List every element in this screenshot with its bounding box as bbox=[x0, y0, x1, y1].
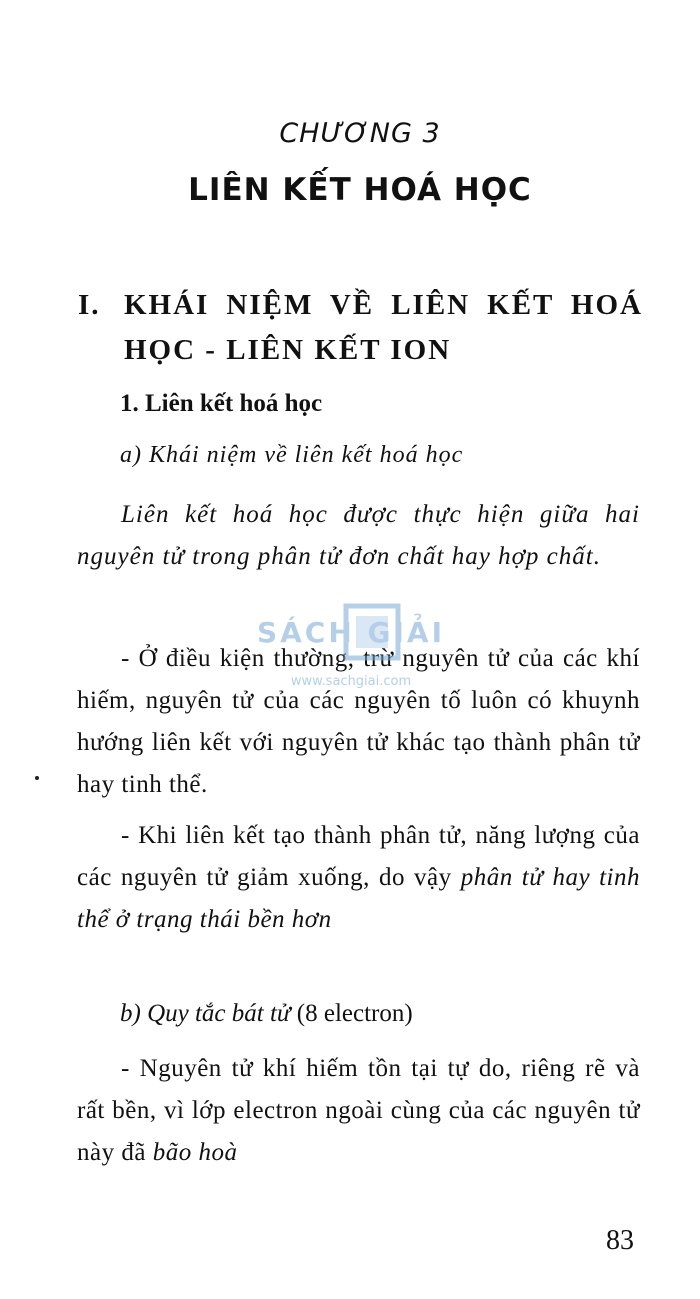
page-number: 83 bbox=[606, 1225, 634, 1256]
paragraph-4 bbox=[77, 1048, 640, 1174]
margin-mark bbox=[35, 776, 39, 780]
paragraph-4-text: - Nguyên tử khí hiếm tồn tại tự do, riêng rẽ và rất bền, vì lớp electron ngoài cùng của các nguyên tử này đã bbox=[77, 1055, 640, 1166]
paragraph-2 bbox=[77, 638, 640, 806]
section-number: I. bbox=[78, 289, 101, 321]
section-title-line1: KHÁI NIỆM VỀ LIÊN KẾT HOÁ bbox=[124, 289, 643, 321]
definition-text: Liên kết hoá học được thực hiện giữa hai nguyên tử trong phân tử đơn chất hay hợp chất. bbox=[77, 501, 640, 570]
part-a-title: a) Khái niệm về liên kết hoá học bbox=[120, 442, 464, 468]
paragraph-2-text: - Ở điều kiện thường, trừ nguyên tử của các khí hiếm, nguyên tử của các nguyên tố luôn có khuynh hướng liên kết với nguyên tử khác tạo thành phân tử hay tinh thể. bbox=[77, 645, 640, 798]
watermark-url: www.sachgiai.com bbox=[290, 674, 412, 689]
chapter-label: CHƯƠNG 3 bbox=[279, 118, 441, 149]
part-b-title-rest: (8 electron) bbox=[290, 1000, 413, 1027]
section-heading-line1 bbox=[78, 283, 643, 328]
paragraph-3-text: - Khi liên kết tạo thành phân tử, năng lượng của các nguyên tử giảm xuống, do vậy bbox=[77, 822, 640, 891]
part-b-title-italic: b) Quy tắc bát tử bbox=[120, 1000, 291, 1027]
part-b-title bbox=[120, 1000, 413, 1028]
definition-paragraph bbox=[77, 494, 640, 578]
subsection-title: 1. Liên kết hoá học bbox=[120, 390, 323, 417]
section-heading bbox=[78, 283, 643, 373]
chapter-title: LIÊN KẾT HOÁ HỌC bbox=[188, 172, 532, 208]
paragraph-3 bbox=[77, 815, 640, 941]
paragraph-4-italic: bão hoà bbox=[152, 1139, 238, 1166]
paragraph-3-italic: phân tử hay tinh thể ở trạng thái bền hơn bbox=[77, 864, 640, 933]
section-title-line2: HỌC - LIÊN KẾT ION bbox=[124, 334, 452, 366]
watermark-text: SÁCH GIẢI bbox=[256, 616, 446, 649]
